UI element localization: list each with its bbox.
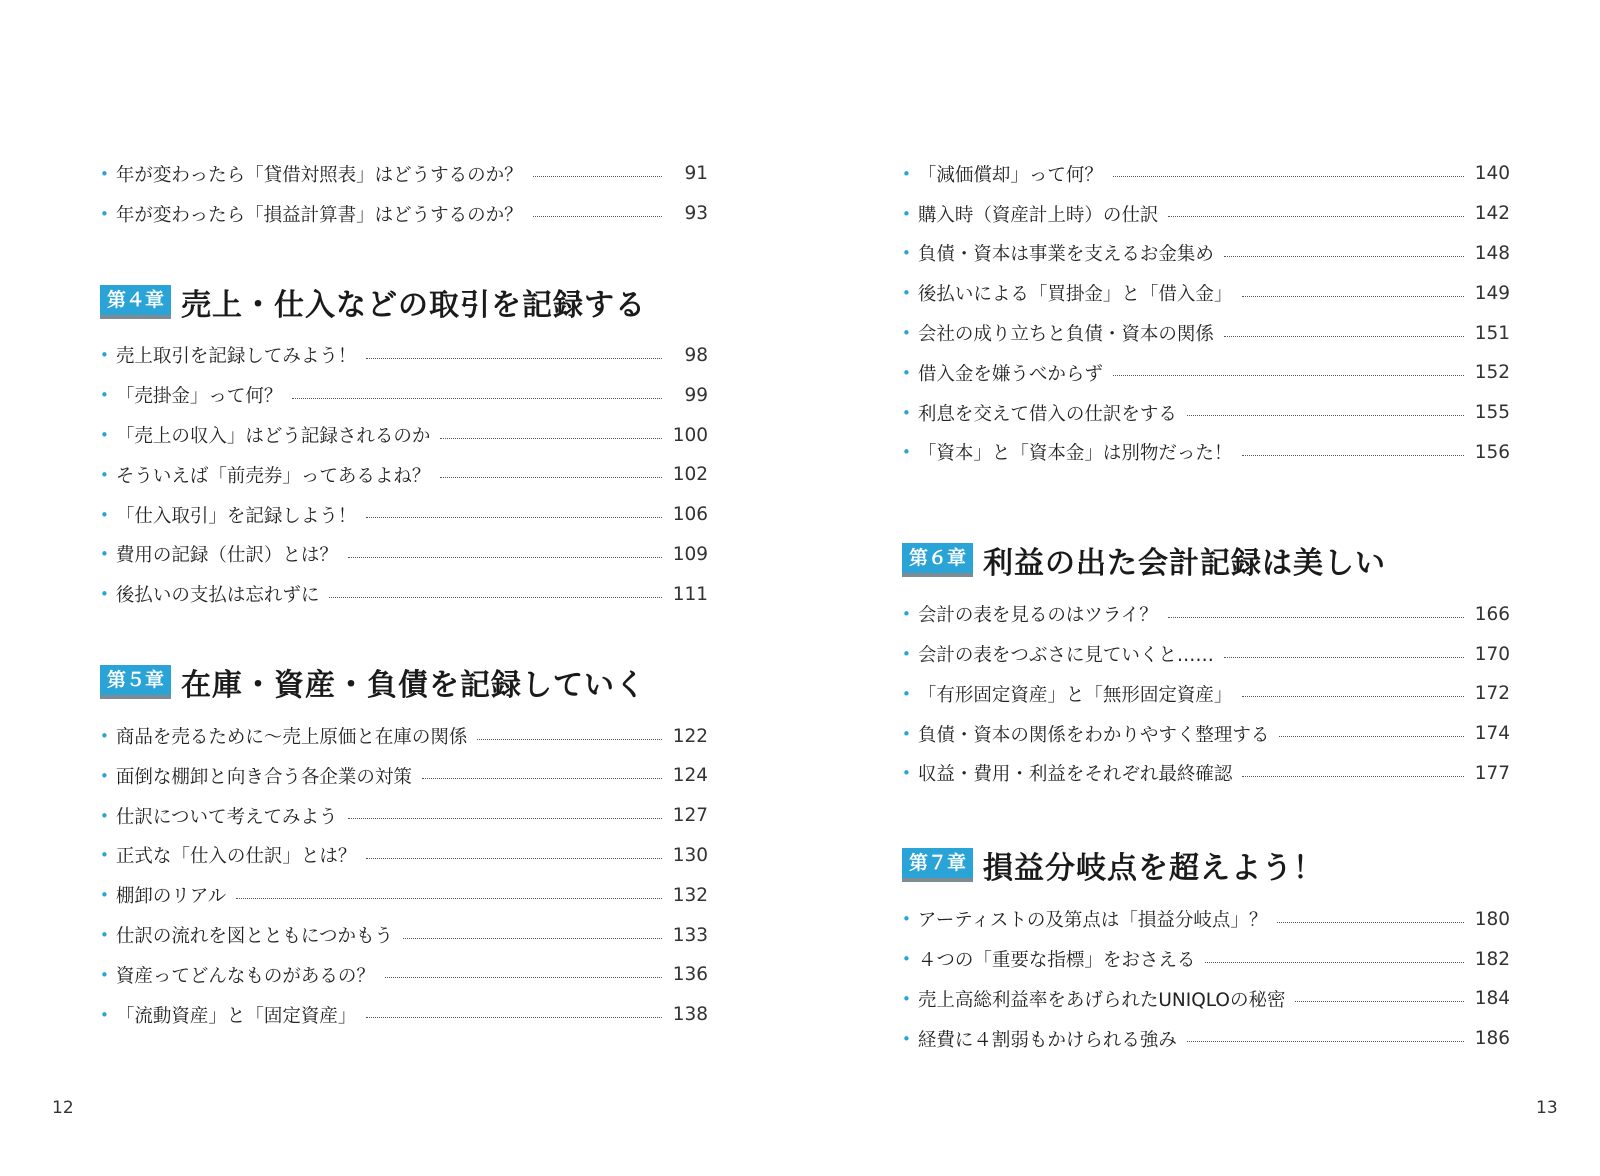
toc-entry-title: 商品を売るために〜売上原価と在庫の関係: [115, 727, 468, 749]
toc-entry-title: 仕訳について考えてみよう: [115, 806, 338, 828]
dot-leader: [348, 818, 663, 819]
toc-entry-title: 面倒な棚卸と向き合う各企業の対策: [115, 766, 412, 788]
toc-entry-page: 106: [672, 504, 708, 526]
toc-entry-title: 「売掛金」って何？: [115, 386, 283, 408]
toc-entry-title: 借入金を嫌うべからず: [917, 363, 1103, 385]
toc-section-chapter6: [902, 594, 1510, 793]
chapter-badge: 第７章: [902, 848, 973, 882]
bullet-icon: •: [100, 846, 109, 865]
toc-entry-page: 91: [684, 163, 708, 185]
bullet-icon: •: [902, 645, 911, 664]
toc-entry[interactable]: [100, 756, 708, 796]
chapter-badge: 第５章: [100, 665, 171, 699]
toc-entry-title: 費用の記録（仕訳）とは？: [115, 545, 338, 567]
bullet-icon: •: [100, 1005, 109, 1024]
dot-leader: [1113, 176, 1464, 177]
bullet-icon: •: [100, 886, 109, 905]
dot-leader: [422, 778, 662, 779]
toc-entry[interactable]: [902, 979, 1510, 1019]
toc-entry[interactable]: [902, 674, 1510, 714]
toc-section-chapter7: [902, 899, 1510, 1058]
toc-entry[interactable]: [902, 273, 1510, 313]
toc-entry-title: 「流動資産」と「固定資産」: [115, 1005, 357, 1027]
bullet-icon: •: [100, 766, 109, 785]
dot-leader: [1224, 256, 1464, 257]
toc-entry-page: 155: [1474, 402, 1510, 424]
chapter-heading-7: [902, 837, 1510, 893]
bullet-icon: •: [902, 363, 911, 382]
bullet-icon: •: [902, 324, 911, 343]
dot-leader: [1242, 455, 1464, 456]
toc-entry-title: 負債・資本は事業を支えるお金集め: [917, 244, 1214, 266]
bullet-icon: •: [902, 724, 911, 743]
chapter-title: 損益分岐点を超えよう！: [983, 851, 1325, 887]
chapter-badge: 第６章: [902, 543, 973, 577]
toc-entry-title: 後払いの支払は忘れずに: [115, 585, 320, 607]
toc-entry-title: 収益・費用・利益をそれぞれ最終確認: [917, 764, 1233, 786]
dot-leader: [477, 739, 662, 740]
chapter-heading-5: [100, 654, 708, 710]
toc-entry-title: 売上取引を記録してみよう！: [115, 346, 357, 368]
toc-entry[interactable]: [100, 796, 708, 836]
toc-entry-page: 174: [1474, 723, 1510, 745]
toc-entry-page: 93: [684, 203, 708, 225]
bullet-icon: •: [100, 346, 109, 365]
dot-leader: [329, 597, 662, 598]
bullet-icon: •: [902, 950, 911, 969]
toc-entry[interactable]: [100, 875, 708, 915]
toc-entry-title: 負債・資本の関係をわかりやすく整理する: [917, 724, 1270, 746]
toc-entry[interactable]: [100, 716, 708, 756]
bullet-icon: •: [902, 764, 911, 783]
toc-entry-title: 会計の表をつぶさに見ていくと……: [917, 645, 1214, 667]
toc-entry-title: 経費に４割弱もかけられる強み: [917, 1029, 1177, 1051]
toc-entry-page: 170: [1474, 643, 1510, 665]
dot-leader: [1224, 336, 1464, 337]
toc-entry-title: 年が変わったら「損益計算書」はどうするのか？: [115, 204, 523, 226]
dot-leader: [1187, 1041, 1464, 1042]
toc-entry-page: 184: [1474, 988, 1510, 1010]
bullet-icon: •: [902, 605, 911, 624]
toc-entry-page: 149: [1474, 282, 1510, 304]
bullet-icon: •: [902, 684, 911, 703]
toc-entry[interactable]: [902, 594, 1510, 634]
toc-entry-title: 「仕入取引」を記録しよう！: [115, 505, 357, 527]
toc-entry[interactable]: [902, 634, 1510, 674]
chapter-badge: 第４章: [100, 285, 171, 319]
toc-section-chapter3-continued: [100, 154, 708, 234]
toc-entry[interactable]: [902, 353, 1510, 393]
bullet-icon: •: [902, 443, 911, 462]
toc-entry[interactable]: [100, 955, 708, 995]
toc-entry-title: 仕訳の流れを図とともにつかもう: [115, 926, 393, 948]
toc-right-column: [902, 154, 1510, 1059]
toc-entry-page: 186: [1474, 1028, 1510, 1050]
toc-entry-title: 後払いによる「買掛金」と「借入金」: [917, 284, 1233, 306]
toc-entry-page: 152: [1474, 362, 1510, 384]
toc-entry-page: 99: [684, 384, 708, 406]
toc-entry-page: 111: [672, 583, 708, 605]
chapter-title: 在庫・資産・負債を記録していく: [181, 668, 647, 704]
dot-leader: [533, 216, 662, 217]
toc-section-chapter5-continued: [902, 154, 1510, 472]
dot-leader: [440, 477, 662, 478]
bullet-icon: •: [100, 585, 109, 604]
toc-entry-title: 「減価償却」って何？: [917, 164, 1103, 186]
chapter-title: 売上・仕入などの取引を記録する: [181, 287, 647, 323]
dot-leader: [1242, 696, 1464, 697]
toc-entry-page: 182: [1474, 948, 1510, 970]
toc-entry-page: 133: [672, 924, 708, 946]
chapter-heading-6: [902, 532, 1510, 588]
dot-leader: [1113, 375, 1464, 376]
toc-entry-page: 138: [672, 1004, 708, 1026]
toc-entry-page: 151: [1474, 322, 1510, 344]
toc-entry-title: 会社の成り立ちと負債・資本の関係: [917, 324, 1214, 346]
bullet-icon: •: [902, 403, 911, 422]
toc-entry-title: 売上高総利益率をあげられたUNIQLOの秘密: [917, 989, 1286, 1011]
toc-entry[interactable]: [100, 375, 708, 415]
toc-entry-title: 資産ってどんなものがあるの？: [115, 965, 375, 987]
dot-leader: [385, 977, 662, 978]
toc-entry-page: 148: [1474, 242, 1510, 264]
toc-entry-page: 102: [672, 464, 708, 486]
toc-entry[interactable]: [100, 535, 708, 575]
toc-entry-page: 166: [1474, 603, 1510, 625]
chapter-title: 利益の出た会計記録は美しい: [983, 546, 1387, 582]
toc-entry[interactable]: [902, 433, 1510, 473]
toc-entry-page: 122: [672, 725, 708, 747]
toc-entry[interactable]: [902, 393, 1510, 433]
toc-entry-title: 棚卸のリアル: [115, 886, 227, 908]
toc-entry-title: 年が変わったら「貸借対照表」はどうするのか？: [115, 164, 523, 186]
toc-entry-page: 109: [672, 543, 708, 565]
bullet-icon: •: [100, 806, 109, 825]
toc-entry-title: 「資本」と「資本金」は別物だった！: [917, 443, 1233, 465]
toc-entry[interactable]: [902, 899, 1510, 939]
dot-leader: [1168, 617, 1464, 618]
bullet-icon: •: [100, 505, 109, 524]
page-number-right: 13: [1536, 1098, 1558, 1118]
bullet-icon: •: [902, 244, 911, 263]
dot-leader: [236, 898, 662, 899]
toc-entry-title: 会計の表を見るのはツライ？: [917, 605, 1158, 627]
bullet-icon: •: [100, 204, 109, 223]
toc-entry-page: 172: [1474, 683, 1510, 705]
bullet-icon: •: [100, 727, 109, 746]
toc-entry-page: 156: [1474, 441, 1510, 463]
toc-entry[interactable]: [902, 714, 1510, 754]
toc-entry-page: 98: [684, 344, 708, 366]
bullet-icon: •: [100, 164, 109, 183]
toc-entry[interactable]: [100, 415, 708, 455]
toc-entry[interactable]: [100, 574, 708, 614]
bullet-icon: •: [100, 545, 109, 564]
toc-entry-page: 130: [672, 844, 708, 866]
toc-entry-title: 正式な「仕入の仕訳」とは？: [115, 846, 357, 868]
bullet-icon: •: [902, 989, 911, 1008]
toc-entry[interactable]: [902, 754, 1510, 794]
dot-leader: [1279, 736, 1464, 737]
bullet-icon: •: [902, 284, 911, 303]
toc-entry-page: 132: [672, 884, 708, 906]
dot-leader: [292, 398, 662, 399]
toc-entry-page: 142: [1474, 203, 1510, 225]
dot-leader: [366, 1017, 662, 1018]
page-number-left: 12: [52, 1098, 74, 1118]
toc-entry-page: 136: [672, 964, 708, 986]
toc-section-chapter5: [100, 716, 708, 1034]
toc-entry-title: 利息を交えて借入の仕訳をする: [917, 403, 1177, 425]
dot-leader: [366, 517, 662, 518]
toc-entry[interactable]: [902, 313, 1510, 353]
toc-entry-page: 177: [1474, 762, 1510, 784]
bullet-icon: •: [902, 910, 911, 929]
dot-leader: [1168, 216, 1464, 217]
bullet-icon: •: [100, 386, 109, 405]
dot-leader: [1295, 1001, 1464, 1002]
toc-entry[interactable]: [100, 336, 708, 376]
toc-entry-page: 124: [672, 765, 708, 787]
bullet-icon: •: [100, 965, 109, 984]
dot-leader: [403, 938, 662, 939]
bullet-icon: •: [100, 926, 109, 945]
toc-entry[interactable]: [100, 836, 708, 876]
toc-entry[interactable]: [902, 939, 1510, 979]
bullet-icon: •: [902, 164, 911, 183]
dot-leader: [1205, 962, 1464, 963]
toc-entry[interactable]: [100, 154, 708, 194]
toc-entry[interactable]: [100, 495, 708, 535]
toc-left-column: [100, 154, 708, 1035]
toc-entry-page: 100: [672, 424, 708, 446]
toc-entry-title: 「売上の収入」はどう記録されるのか: [115, 426, 431, 448]
toc-entry[interactable]: [100, 194, 708, 234]
dot-leader: [1187, 415, 1464, 416]
toc-entry-title: そういえば「前売券」ってあるよね？: [115, 465, 431, 487]
toc-entry[interactable]: [902, 234, 1510, 274]
toc-entry[interactable]: [902, 1019, 1510, 1059]
chapter-heading-4: [100, 274, 708, 330]
toc-entry[interactable]: [902, 154, 1510, 194]
toc-entry[interactable]: [100, 455, 708, 495]
dot-leader: [366, 358, 662, 359]
bullet-icon: •: [902, 1029, 911, 1048]
toc-entry-page: 140: [1474, 163, 1510, 185]
toc-entry-title: ４つの「重要な指標」をおさえる: [917, 950, 1196, 972]
dot-leader: [533, 176, 662, 177]
dot-leader: [348, 557, 662, 558]
toc-entry-page: 127: [672, 805, 708, 827]
dot-leader: [1277, 922, 1464, 923]
dot-leader: [1224, 657, 1464, 658]
toc-entry[interactable]: [100, 915, 708, 955]
toc-section-chapter4: [100, 336, 708, 615]
toc-entry-page: 180: [1474, 908, 1510, 930]
toc-entry-title: 購入時（資産計上時）の仕訳: [917, 204, 1159, 226]
toc-entry-title: アーティストの及第点は「損益分岐点」？: [917, 910, 1268, 932]
toc-entry-title: 「有形固定資産」と「無形固定資産」: [917, 684, 1233, 706]
toc-entry[interactable]: [100, 995, 708, 1035]
bullet-icon: •: [902, 204, 911, 223]
bullet-icon: •: [100, 465, 109, 484]
dot-leader: [366, 858, 662, 859]
dot-leader: [1242, 296, 1464, 297]
bullet-icon: •: [100, 426, 109, 445]
dot-leader: [440, 438, 662, 439]
toc-entry[interactable]: [902, 194, 1510, 234]
dot-leader: [1242, 776, 1464, 777]
